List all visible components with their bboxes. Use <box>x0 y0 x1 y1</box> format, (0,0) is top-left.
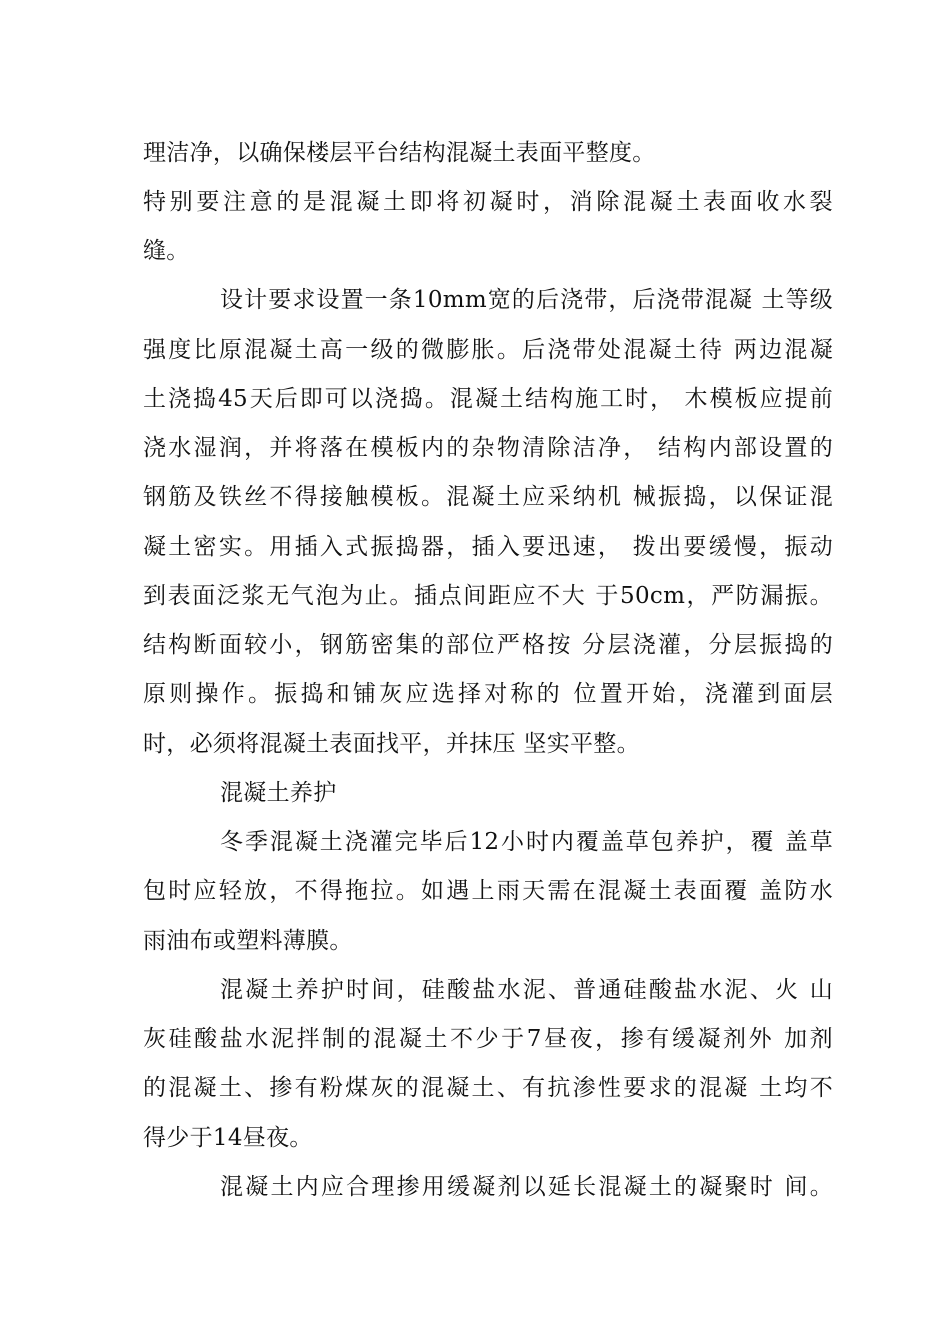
paragraph-first-line: 设计要求设置一条10mm宽的后浇带，后浇带混凝 土等级 <box>220 287 833 313</box>
text-line: 浇水湿润，并将落在模板内的杂物清除洁净， 结构内部设置的 <box>143 435 833 461</box>
text-line: 包时应轻放，不得拖拉。如遇上雨天需在混凝土表面覆 盖防水 <box>143 878 833 904</box>
text-line: 土浇捣45天后即可以浇捣。混凝土结构施工时， 木模板应提前 <box>143 386 833 412</box>
section-heading: 混凝土养护 <box>220 780 337 806</box>
text-line: 结构断面较小，钢筋密集的部位严格按 分层浇灌，分层振捣的 <box>143 632 833 658</box>
text-line: 到表面泛浆无气泡为止。插点间距应不大 于50cm，严防漏振。 <box>143 583 833 609</box>
paragraph-first-line: 混凝土内应合理掺用缓凝剂以延长混凝土的凝聚时 间。 <box>220 1174 833 1200</box>
paragraph-first-line: 冬季混凝土浇灌完毕后12小时内覆盖草包养护，覆 盖草 <box>220 829 833 855</box>
text-line: 特别要注意的是混凝土即将初凝时，消除混凝土表面收水裂 <box>143 189 833 215</box>
text-line: 凝土密实。用插入式振捣器，插入要迅速， 拨出要缓慢，振动 <box>143 534 833 560</box>
text-line: 得少于14昼夜。 <box>143 1125 313 1151</box>
text-line: 原则操作。振捣和铺灰应选择对称的 位置开始，浇灌到面层 <box>143 681 833 707</box>
text-line: 强度比原混凝土高一级的微膨胀。后浇带处混凝土待 两边混凝 <box>143 337 833 363</box>
text-line: 的混凝土、掺有粉煤灰的混凝土、有抗渗性要求的混凝 土均不 <box>143 1075 833 1101</box>
text-line: 缝。 <box>143 238 190 264</box>
text-line: 雨油布或塑料薄膜。 <box>143 928 353 954</box>
text-line: 理洁净，以确保楼层平台结构混凝土表面平整度。 <box>143 140 656 166</box>
text-line: 钢筋及铁丝不得接触模板。混凝土应采纳机 械振捣，以保证混 <box>143 484 833 510</box>
text-line: 灰硅酸盐水泥拌制的混凝土不少于7昼夜，掺有缓凝剂外 加剂 <box>143 1026 833 1052</box>
paragraph-first-line: 混凝土养护时间，硅酸盐水泥、普通硅酸盐水泥、火 山 <box>220 977 833 1003</box>
text-line: 时，必须将混凝土表面找平，并抹压 坚实平整。 <box>143 731 640 757</box>
